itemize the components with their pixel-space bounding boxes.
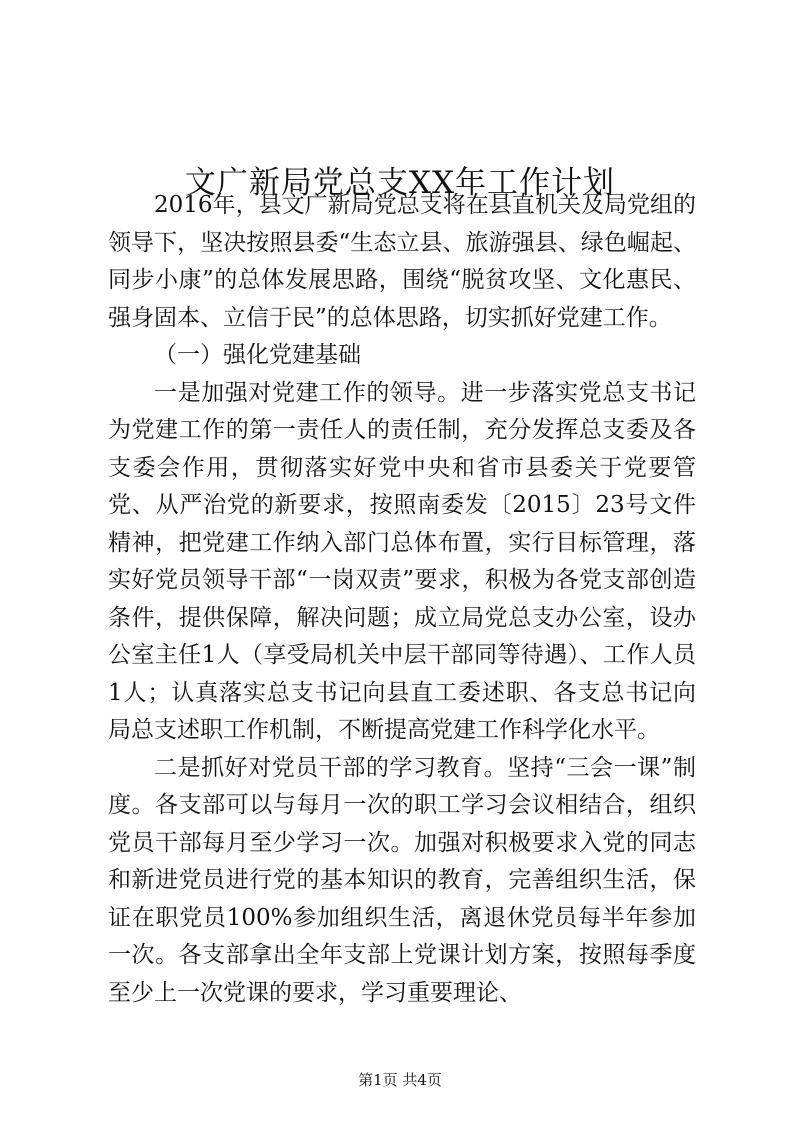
document-body: [108, 187, 696, 1012]
body-paragraph-1: 一是加强对党建工作的领导。进一步落实党总支书记为党建工作的第一责任人的责任制，充分发挥总支委及各支委会作用，贯彻落实好党中央和省市县委关于党要管党、从严治党的新要求，按照南委发〔2015〕23号文件精神，把党建工作纳入部门总体布置，实行目标管理，落实好党员领导干部“一岗双责”要求，积极为各党支部创造条件，提供保障，解决问题；成立局党总支办公室，设办公室主任1人（享受局机关中层干部同等待遇）、工作人员1人；认真落实总支书记向县直工委述职、各支总书记向局总支述职工作机制，不断提高党建工作科学化水平。: [108, 379, 696, 743]
page-footer: 第1页 共4页: [358, 1071, 442, 1089]
section-heading: （一）强化党建基础: [154, 342, 361, 368]
document-title: 文广新局党总支XX年工作计划: [184, 164, 616, 201]
intro-paragraph: 2016年，县文广新局党总支将在县直机关及局党组的领导下，坚决按照县委“生态立县、旅游强县、绿色崛起、同步小康”的总体发展思路，围绕“脱贫攻坚、文化惠民、强身固本、立信于民”的总体思路，切实抓好党建工作。: [108, 192, 696, 331]
body-paragraph-2: 二是抓好对党员干部的学习教育。坚持“三会一课”制度。各支部可以与每月一次的职工学习会议相结合，组织党员干部每月至少学习一次。加强对积极要求入党的同志和新进党员进行党的基本知识的教育，完善组织生活，保证在职党员100%参加组织生活，离退休党员每半年参加一次。各支部拿出全年支部上党课计划方案，按照每季度至少上一次党课的要求，学习重要理论、: [108, 754, 696, 1006]
